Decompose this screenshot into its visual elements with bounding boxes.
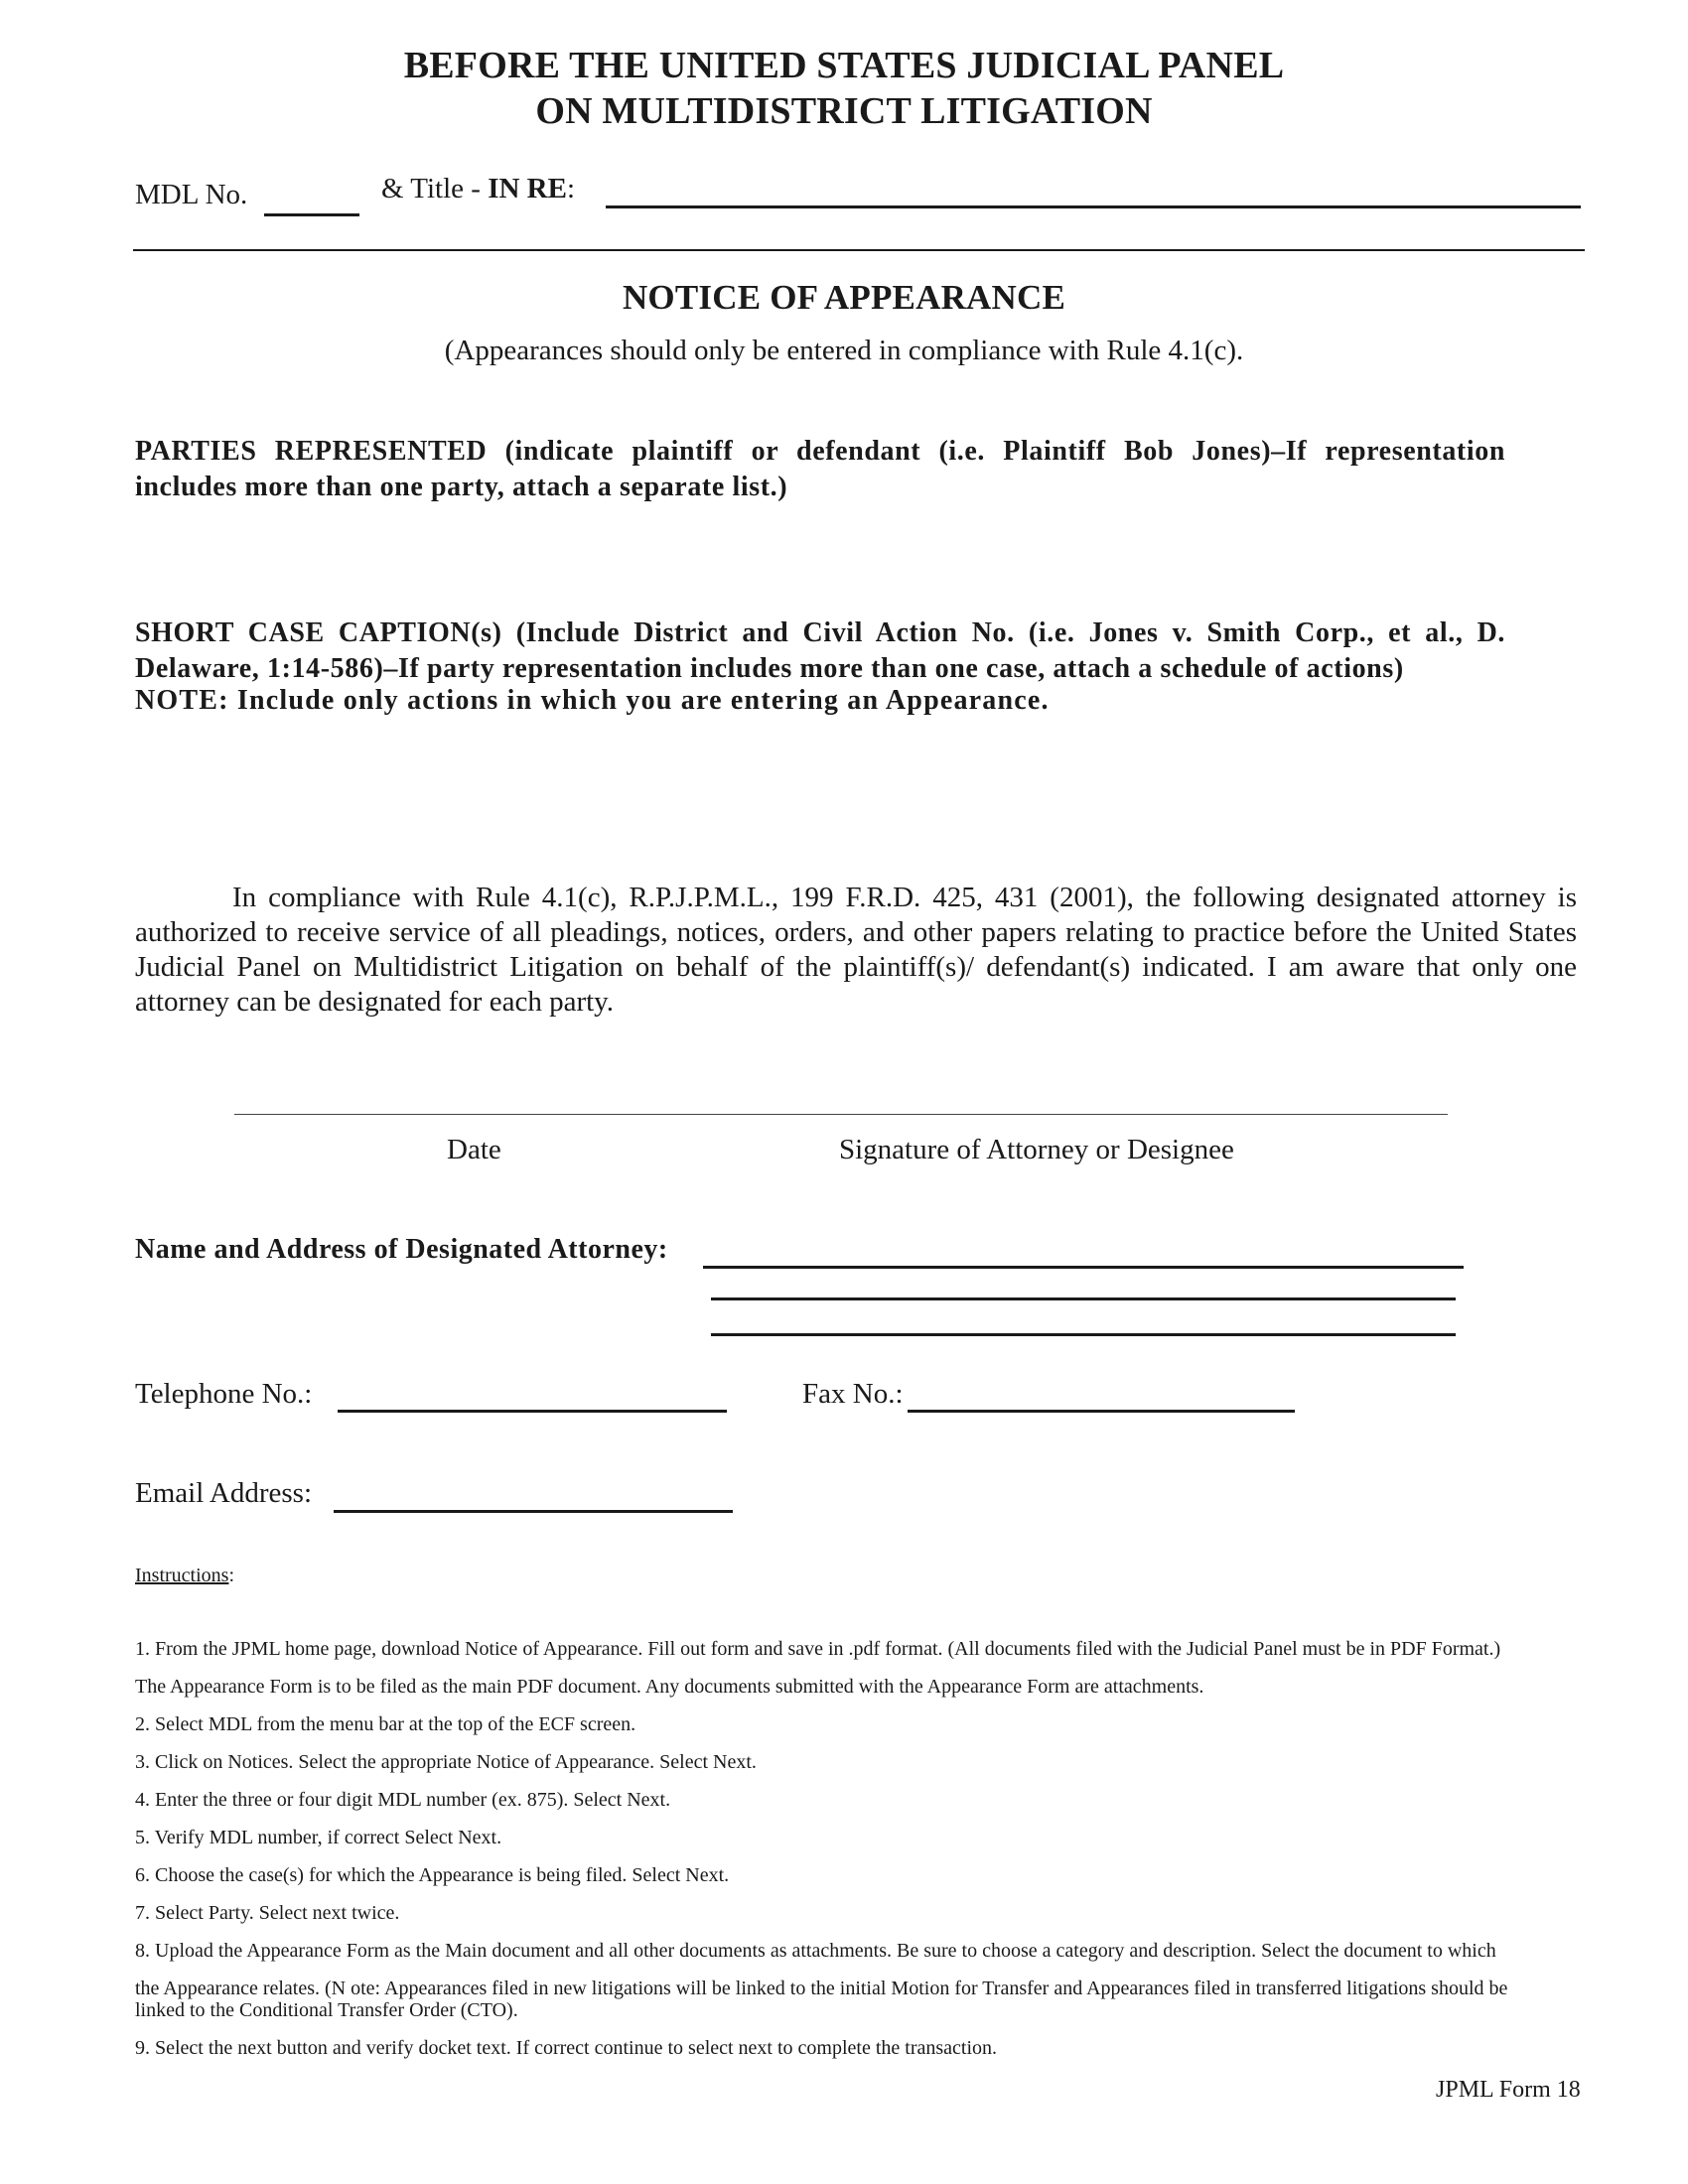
notice-subtitle: (Appearances should only be entered in compliance with Rule 4.1(c). <box>444 335 1244 366</box>
attorney-name-address-label: Name and Address of Designated Attorney: <box>135 1234 668 1265</box>
signature-label: Signature of Attorney or Designee <box>839 1134 1234 1165</box>
form-number: JPML Form 18 <box>1436 2077 1581 2103</box>
fax-field[interactable] <box>908 1410 1295 1413</box>
telephone-label: Telephone No.: <box>135 1378 313 1410</box>
in-re-label: IN RE <box>488 173 567 205</box>
instruction-line: 6. Choose the case(s) for which the Appearance is being filed. Select Next. <box>135 1864 730 1886</box>
attorney-address-line-1[interactable] <box>703 1266 1464 1269</box>
date-signature-line[interactable] <box>234 1114 1448 1115</box>
telephone-field[interactable] <box>338 1410 727 1413</box>
instruction-line: 7. Select Party. Select next twice. <box>135 1902 400 1924</box>
instructions-heading-colon: : <box>228 1565 234 1586</box>
instruction-line: The Appearance Form is to be filed as the main PDF document. Any documents submitted with the Appearance Form are attachments. <box>135 1676 1204 1698</box>
email-label: Email Address: <box>135 1477 313 1509</box>
instruction-line: 2. Select MDL from the menu bar at the top of the ECF screen. <box>135 1713 636 1735</box>
caption-continuation-line[interactable] <box>133 249 1585 251</box>
title-label-text: & Title - <box>381 173 489 205</box>
attorney-address-line-3[interactable] <box>711 1333 1456 1336</box>
instruction-line: 1. From the JPML home page, download Notice of Appearance. Fill out form and save in .pdf format. (All documents filed with the Judicial Panel must be in PDF Format.) <box>135 1638 1501 1660</box>
instruction-line: 8. Upload the Appearance Form as the Main document and all other documents as attachments. Be sure to choose a category and description. Select the document to which <box>135 1940 1496 1962</box>
title-label <box>381 173 575 205</box>
instruction-line: 9. Select the next button and verify docket text. If correct continue to select next to complete the transaction. <box>135 2037 998 2059</box>
instructions-heading <box>135 1565 234 1587</box>
mdl-number-label: MDL No. <box>135 179 248 210</box>
attorney-address-line-2[interactable] <box>711 1297 1456 1300</box>
in-re-colon: : <box>566 173 576 205</box>
panel-heading-line-1: BEFORE THE UNITED STATES JUDICIAL PANEL <box>403 45 1285 86</box>
fax-label: Fax No.: <box>802 1378 904 1410</box>
panel-heading-line-2: ON MULTIDISTRICT LITIGATION <box>535 90 1153 132</box>
instruction-line: 3. Click on Notices. Select the appropriate Notice of Appearance. Select Next. <box>135 1751 757 1773</box>
instructions-heading-text: Instructions <box>135 1565 229 1586</box>
instruction-line: the Appearance relates. (N ote: Appearances filed in new litigations will be linked to the initial Motion for Transfer and Appearances filed in transferred litigations should be <box>135 1978 1508 1999</box>
instruction-line: 5. Verify MDL number, if correct Select Next. <box>135 1827 502 1848</box>
in-re-title-field[interactable] <box>606 205 1581 208</box>
compliance-statement: In compliance with Rule 4.1(c), R.P.J.P.M.L., 199 F.R.D. 425, 431 (2001), the following designated attorney is authorized to receive service of all pleadings, notices, orders, and other papers relating to practice before the United States Judicial Panel on Multidistrict Litigation on behalf of the plaintiff(s)/ defendant(s) indicated. I am aware that only one attorney can be designated for each party. <box>135 882 1577 1018</box>
mdl-number-field[interactable] <box>264 213 359 216</box>
short-case-caption-label: SHORT CASE CAPTION(s) (Include District and Civil Action No. (i.e. Jones v. Smith Corp., et al., D. Delaware, 1:14-586)–If party representation includes more than one case, attach a schedule of actions) <box>135 617 1505 684</box>
email-field[interactable] <box>334 1510 733 1513</box>
instruction-line: linked to the Conditional Transfer Order (CTO). <box>135 1999 518 2021</box>
date-label: Date <box>447 1134 501 1165</box>
notice-title: NOTICE OF APPEARANCE <box>622 278 1066 317</box>
parties-represented-label: PARTIES REPRESENTED (indicate plaintiff or defendant (i.e. Plaintiff Bob Jones)–If representation includes more than one party, attach a separate list.) <box>135 436 1505 502</box>
instruction-line: 4. Enter the three or four digit MDL number (ex. 875). Select Next. <box>135 1789 671 1811</box>
short-case-note: NOTE: Include only actions in which you are entering an Appearance. <box>135 685 1050 716</box>
